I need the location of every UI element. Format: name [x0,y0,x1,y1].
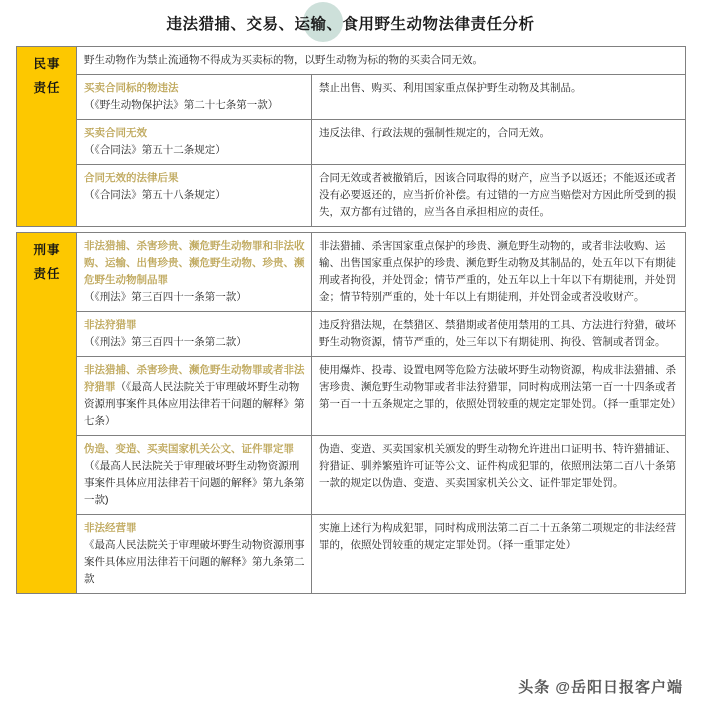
legal-responsibility-table [16,46,686,594]
law-reference: （《合同法》第五十八条规定） [84,189,226,201]
law-title: 非法经营罪 [84,522,137,534]
table-row [17,312,686,357]
law-reference: （《最高人民法院关于审理破坏野生动物资源刑事案件具体应用法律若干问题的解释》第九条第一款) [84,460,305,506]
table-row [17,165,686,227]
law-heading-cell [77,436,312,515]
law-title: 合同无效的法律后果 [84,172,179,184]
table-row [17,436,686,515]
law-reference: （《合同法》第五十二条规定） [84,144,226,156]
law-title: 买卖合同无效 [84,127,147,139]
law-content-cell: 合同无效或者被撤销后，因该合同取得的财产，应当予以返还；不能返还或者没有必要返还的，应当折价补偿。有过错的一方应当赔偿对方因此所受到的损失，双方都有过错的，应当各自承担相应的责任。 [312,165,686,227]
law-content-cell: 禁止出售、购买、利用国家重点保护野生动物及其制品。 [312,75,686,120]
table-row [17,47,686,75]
law-content-cell: 非法猎捕、杀害国家重点保护的珍贵、濒危野生动物的，或者非法收购、运输、出售国家重点保护的珍贵、濒危野生动物及其制品的，处五年以下有期徒刑或者拘役，并处罚金；情节严重的，处五年以上十年以下有期徒刑，并处罚金；情节特别严重的，处十年以上有期徒刑，并处罚金或者没收财产。 [312,233,686,312]
legal-table-container [0,46,701,594]
civil-intro-text: 野生动物作为禁止流通物不得成为买卖标的物，以野生动物为标的物的买卖合同无效。 [77,47,686,75]
section-label-criminal [17,233,77,594]
table-row [17,233,686,312]
page-title: 违法猎捕、交易、运输、食用野生动物法律责任分析 [166,16,535,33]
law-reference: （《野生动物保护法》第二十七条第一款） [84,99,279,111]
law-content-cell: 实施上述行为构成犯罪，同时构成刑法第二百二十五条第二项规定的非法经营罪的，依照处罚较重的规定定罪处罚。（择一重罪定处） [312,515,686,594]
law-heading-cell [77,165,312,227]
section-label-line2: 责任 [33,81,61,96]
law-title: 非法猎捕、杀害珍贵、濒危野生动物罪或者非法狩猎罪 [84,364,305,393]
law-reference: （《最高人民法院关于审理破坏野生动物资源刑事案件具体应用法律若干问题的解释》第七条） [84,381,305,427]
law-title: 非法狩猎罪 [84,319,137,331]
section-label-line2: 责任 [33,267,61,282]
law-heading-cell [77,233,312,312]
document-title-bar [0,0,701,46]
law-heading-cell [77,515,312,594]
law-title: 伪造、变造、买卖国家机关公文、证件罪定罪 [84,443,294,455]
table-row [17,515,686,594]
law-heading-inline [84,364,305,427]
law-content-cell: 伪造、变造、买卖国家机关颁发的野生动物允许进出口证明书、特许猎捕证、狩猎证、驯养繁殖许可证等公文、证件构成犯罪的，依照刑法第二百八十条第一款的规定以伪造、变造、买卖国家机关公文、证件罪定罪处罚。 [312,436,686,515]
section-label-line1: 刑事 [33,243,61,257]
law-content-cell: 使用爆炸、投毒、设置电网等危险方法破坏野生动物资源，构成非法猎捕、杀害珍贵、濒危野生动物罪或者非法狩猎罪，同时构成刑法第一百一十四条或者第一百一十五条规定之罪的，依照处罚较重的规定定罪处罚。（择一重罪定处） [312,357,686,436]
section-label-line1: 民事 [33,57,61,71]
law-content-cell: 违反法律、行政法规的强制性规定的，合同无效。 [312,120,686,165]
law-title: 非法猎捕、杀害珍贵、濒危野生动物罪和非法收购、运输、出售珍贵、濒危野生动物、珍贵、濒危野生动物制品罪 [84,240,305,286]
law-reference: （《刑法》第三百四十一条第二款） [84,336,247,348]
law-heading-cell [77,120,312,165]
watermark: 头条 @岳阳日报客户端 [518,679,683,696]
law-reference: 《最高人民法院关于审理破坏野生动物资源刑事案件具体应用法律若干问题的解释》第九条第二款 [84,539,305,585]
table-row [17,120,686,165]
law-heading-cell [77,312,312,357]
law-content-cell: 违反狩猎法规，在禁猎区、禁猎期或者使用禁用的工具、方法进行狩猎，破坏野生动物资源，情节严重的，处三年以下有期徒刑、拘役、管制或者罚金。 [312,312,686,357]
table-row [17,357,686,436]
table-row [17,75,686,120]
law-heading-cell [77,75,312,120]
section-label-civil [17,47,77,227]
law-heading-cell [77,357,312,436]
law-reference: （《刑法》第三百四十一条第一款） [84,291,247,303]
law-title: 买卖合同标的物违法 [84,82,179,94]
